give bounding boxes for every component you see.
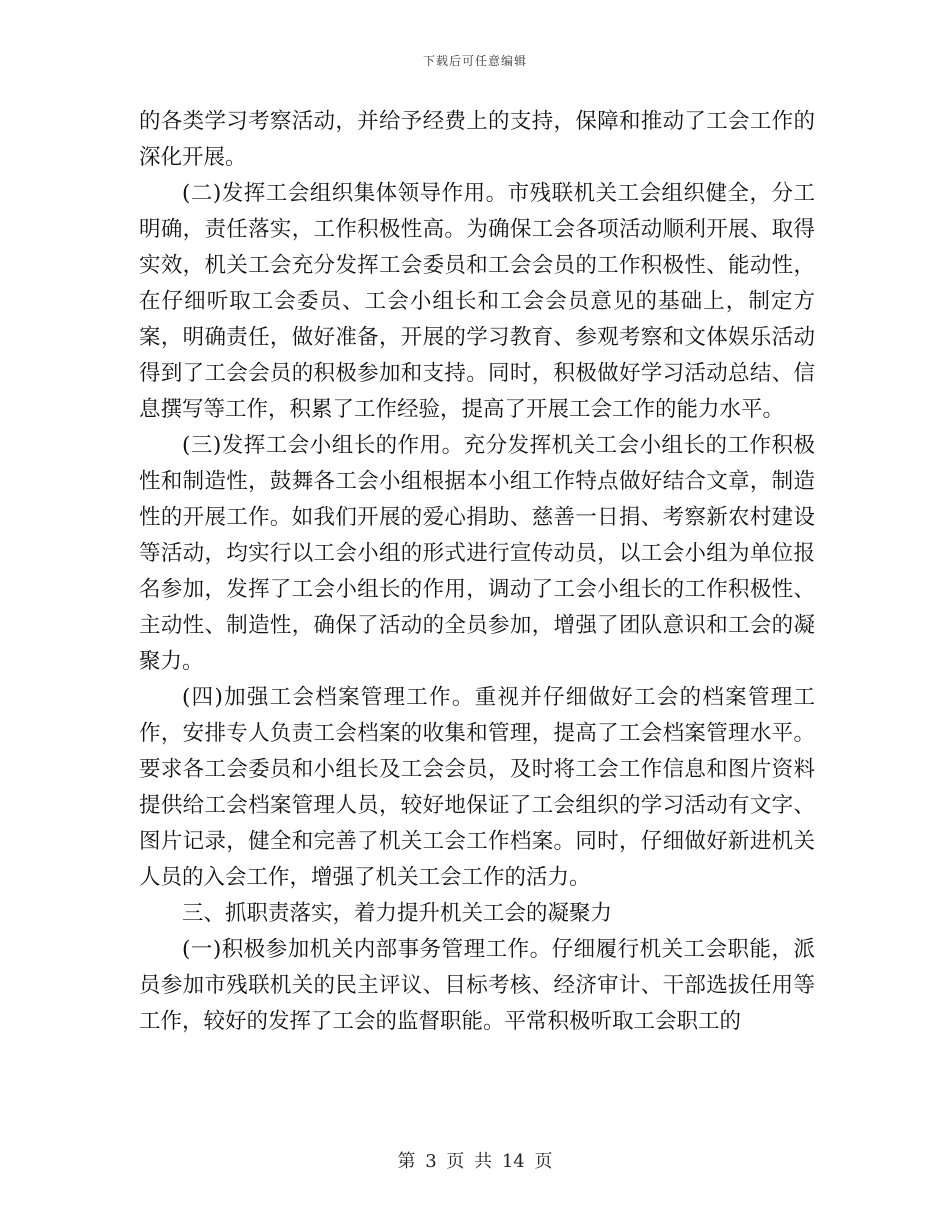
paragraph-section-4: (四)加强工会档案管理工作。重视并仔细做好工会的档案管理工作，安排专人负责工会档案的收集和管理，提高了工会档案管理水平。要求各工会委员和小组长及工会会员，及时将工会工作信息和图片资料提供给工会档案管理人员，较好地保证了工会组织的学习活动有文字、图片记录，健全和完善了机关工会工作档案。同时，仔细做好新进机关人员的入会工作，增强了机关工会工作的活力。 <box>139 685 815 890</box>
paragraph-section-3: (三)发挥工会小组长的作用。充分发挥机关工会小组长的工作积极性和制造性，鼓舞各工会小组根据本小组工作特点做好结合文章，制造性的开展工作。如我们开展的爱心捐助、慈善一日捐、考察新农村建设等活动，均实行以工会小组的形式进行宣传动员，以工会小组为单位报名参加，发挥了工会小组长的作用，调动了工会小组长的工作积极性、主动性、制造性，确保了活动的全员参加，增强了团队意识和工会的凝聚力。 <box>139 433 815 674</box>
page-number-footer: 第 3 页 共 14 页 <box>397 1151 553 1172</box>
paragraph-subsection-1: (一)积极参加机关内部事务管理工作。仔细履行机关工会职能，派员参加市残联机关的民主评议、目标考核、经济审计、干部选拔任用等工作，较好的发挥了工会的监督职能。平常积极听取工会职工的 <box>139 937 815 1034</box>
section-heading-3: 三、抓职责落实，着力提升机关工会的凝聚力 <box>182 901 613 926</box>
paragraph-continuation: 的各类学习考察活动，并给予经费上的支持，保障和推动了工会工作的深化开展。 <box>139 109 815 170</box>
document-body <box>139 104 815 1040</box>
page-header-note: 下载后可任意编辑 <box>422 54 527 68</box>
paragraph-section-2: (二)发挥工会组织集体领导作用。市残联机关工会组织健全，分工明确，责任落实，工作积极性高。为确保工会各项活动顺利开展、取得实效，机关工会充分发挥工会委员和工会会员的工作积极性、能动性，在仔细听取工会委员、工会小组长和工会会员意见的基础上，制定方案，明确责任，做好准备，开展的学习教育、参观考察和文体娱乐活动得到了工会会员的积极参加和支持。同时，积极做好学习活动总结、信息撰写等工作，积累了工作经验，提高了开展工会工作的能力水平。 <box>139 181 815 422</box>
